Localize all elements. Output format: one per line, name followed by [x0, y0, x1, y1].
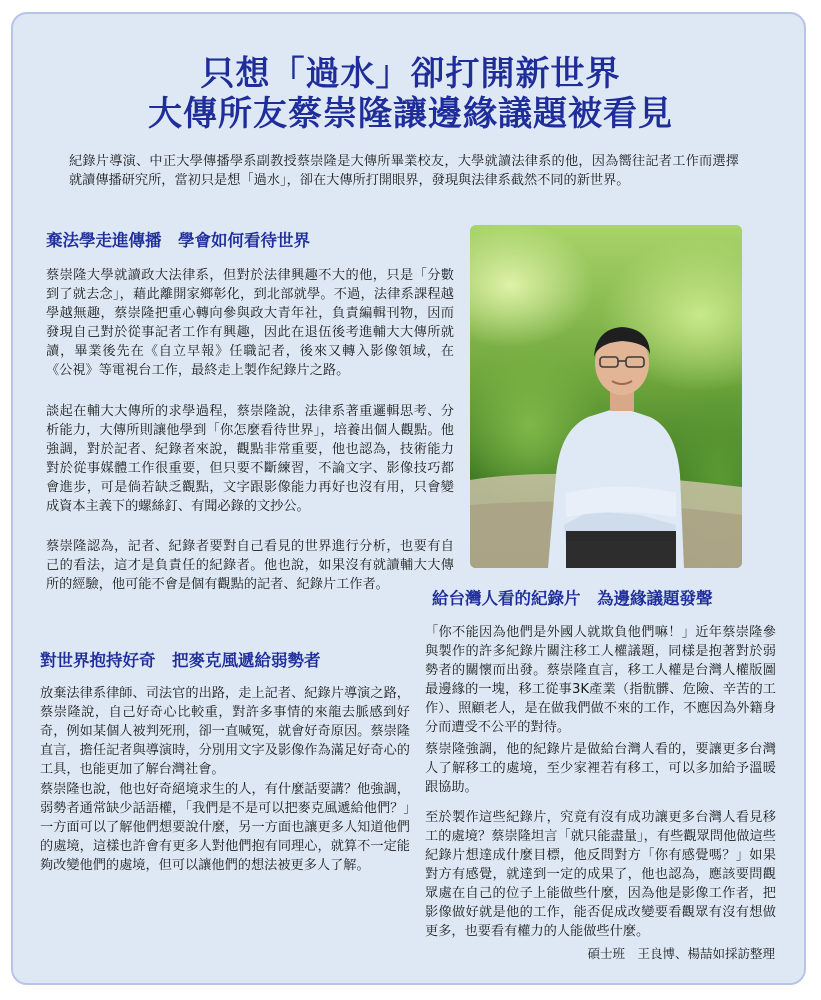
section2-paragraph-1: 放棄法律系律師、司法官的出路，走上記者、紀錄片導演之路，蔡崇隆說，自己好奇心比較重，對許多事情的來龍去脈感到好奇，例如某個人被判死刑，卻一直喊冤，就會好奇原因。蔡崇隆直言，擔任記者與導演時，分別用文字及影像作為滿足好奇心的工具，也能更加了解台灣社會。 — [40, 686, 410, 777]
section3-paragraph-3: 至於製作這些紀錄片，究竟有沒有成功讓更多台灣人看見移工的處境？蔡崇隆坦言「就只能盡量」，有些觀眾問他做這些紀錄片想達成什麼目標，他反問對方「你有感覺嗎？」如果對方有感覺，就達到一定的成果了，他也認為，應該要問觀眾處在自己的位子上能做些什麼，因為他是影像工作者，把影像做好就是他的工作，能否促成改變要看觀眾有沒有想做更多，也要看有權力的人能做些什麼。 — [425, 810, 776, 939]
credit-line: 碩士班 王良博、楊喆如採訪整理 — [587, 946, 775, 961]
title-line-1: 只想「過水」卻打開新世界 — [200, 54, 621, 94]
section3-heading: 給台灣人看的紀錄片 為邊緣議題發聲 — [432, 589, 713, 608]
section1-paragraph-1: 蔡崇隆大學就讀政大法律系，但對於法律興趣不大的他，只是「分數到了就去念」，藉此離開家鄉彰化，到北部就學。不過，法律系課程越學越無趣，蔡崇隆把重心轉向參與政大青年社，負責編輯刊物，因而發現自己對於從事記者工作有興趣，因此在退伍後考進輔大大傳所就讀，畢業後先在《自立早報》任職記者，後來又轉入影像領域，在《公視》等電視台工作，最終走上製作紀錄片之路。 — [46, 268, 454, 378]
section2-heading: 對世界抱持好奇 把麥克風遞給弱勢者 — [40, 651, 321, 670]
section2-paragraph-2: 蔡崇隆也說，他也好奇絕境求生的人，有什麼話要講？他強調，弱勢者通常缺少話語權，「我們是不是可以把麥克風遞給他們？」一方面可以了解他們想要說什麼，另一方面也讓更多人知道他們的處境，這樣也許會有更多人對他們抱有同理心，就算不一定能夠改變他們的處境，但可以讓他們的想法被更多人了解。 — [40, 782, 410, 873]
section1-paragraph-2: 談起在輔大大傳所的求學過程，蔡崇隆說，法律系著重邏輯思考、分析能力，大傳所則讓他學到「你怎麼看待世界」，培養出個人觀點。他強調，對於記者、紀錄者來說，觀點非常重要，他也認為，技術能力對於從事媒體工作很重要，但只要不斷練習，不論文字、影像技巧都會進步，可是倘若缺乏觀點，文字跟影像能力再好也沒有用，只會變成資本主義下的螺絲釘、有聞必錄的文抄公。 — [46, 404, 454, 514]
intro-paragraph: 紀錄片導演、中正大學傳播學系副教授蔡崇隆是大傳所畢業校友，大學就讀法律系的他，因為嚮往記者工作而選擇就讀傳播研究所，當初只是想「過水」，卻在大傳所打開眼界，發現與法律系截然不同的新世界。 — [69, 154, 739, 188]
portrait-figure — [470, 225, 742, 568]
section1-paragraph-3: 蔡崇隆認為，記者、紀錄者要對自己看見的世界進行分析，也要有自己的看法，這才是負責任的紀錄者。他也說，如果沒有就讀輔大大傳所的經驗，他可能不會是個有觀點的記者、紀錄片工作者。 — [46, 539, 454, 592]
section3-paragraph-1: 「你不能因為他們是外國人就欺負他們嘛！」近年蔡崇隆參與製作的許多紀錄片關注移工人權議題，同樣是抱著對於弱勢者的關懷而出發。蔡崇隆直言，移工人權是台灣人權版圖最邊緣的一塊，移工從事3K產業（指骯髒、危險、辛苦的工作）、照顧老人，是在做我們做不來的工作，不應因為外籍身分而遭受不公平的對待。 — [425, 625, 776, 735]
section3-paragraph-2: 蔡崇隆強調，他的紀錄片是做給台灣人看的，要讓更多台灣人了解移工的處境，至少家裡若有移工，可以多加給予溫暖跟協助。 — [425, 742, 776, 795]
portrait-photo — [470, 225, 742, 568]
title-line-2: 大傳所友蔡崇隆讓邊緣議題被看見 — [148, 94, 673, 134]
section1-heading: 棄法學走進傳播 學會如何看待世界 — [46, 231, 310, 250]
